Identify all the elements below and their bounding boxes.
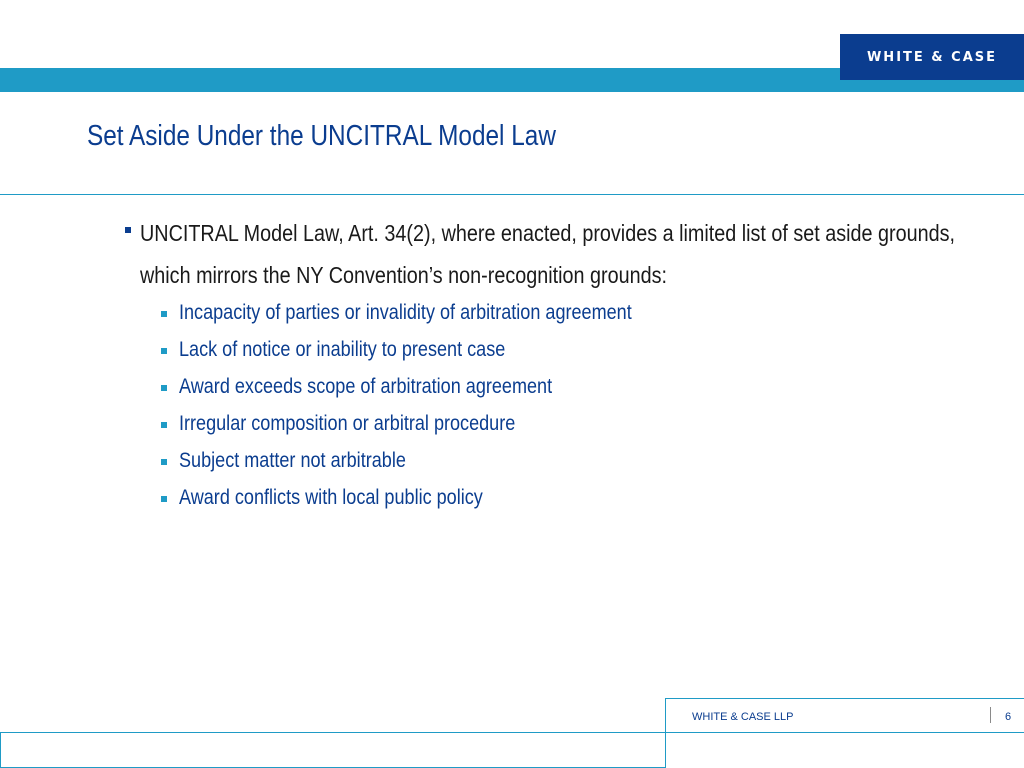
bullet-square-icon (161, 459, 167, 465)
footer-separator (990, 707, 991, 723)
bullet-square-icon (161, 348, 167, 354)
main-bullet (120, 212, 980, 296)
sub-bullet-text: Lack of notice or inability to present case (179, 338, 506, 361)
title-divider (0, 194, 1024, 195)
sub-bullet-item (161, 376, 980, 413)
sub-bullet-item (161, 339, 980, 376)
footer-divider-left (0, 732, 1, 768)
sub-bullet-list (161, 302, 980, 524)
sub-bullet-item (161, 487, 980, 524)
slide-content (120, 212, 980, 524)
sub-bullet-text: Award exceeds scope of arbitration agreement (179, 375, 553, 398)
logo-text: WHITE & CASE (866, 49, 998, 65)
footer-divider-vertical (665, 698, 666, 768)
page-number: 6 (1005, 711, 1012, 723)
bullet-square-icon (125, 227, 131, 233)
bullet-square-icon (161, 422, 167, 428)
sub-bullet-item (161, 302, 980, 339)
brand-logo (840, 34, 1024, 80)
sub-bullet-text: Award conflicts with local public policy (179, 486, 483, 509)
bullet-square-icon (161, 496, 167, 502)
footer-divider-top (665, 698, 1024, 699)
footer-divider-middle (0, 732, 1024, 733)
main-bullet-text: UNCITRAL Model Law, Art. 34(2), where enacted, provides a limited list of set aside grounds, which mirrors the NY Convention’s non-recognition grounds: (140, 220, 956, 288)
sub-bullet-text: Irregular composition or arbitral procedure (179, 412, 516, 435)
sub-bullet-item (161, 413, 980, 450)
footer-firm-name: WHITE & CASE LLP (692, 711, 794, 723)
sub-bullet-item (161, 450, 980, 487)
slide-title: Set Aside Under the UNCITRAL Model Law (87, 120, 556, 152)
sub-bullet-text: Incapacity of parties or invalidity of arbitration agreement (179, 301, 632, 324)
sub-bullet-text: Subject matter not arbitrable (179, 449, 406, 472)
bullet-square-icon (161, 311, 167, 317)
bullet-square-icon (161, 385, 167, 391)
